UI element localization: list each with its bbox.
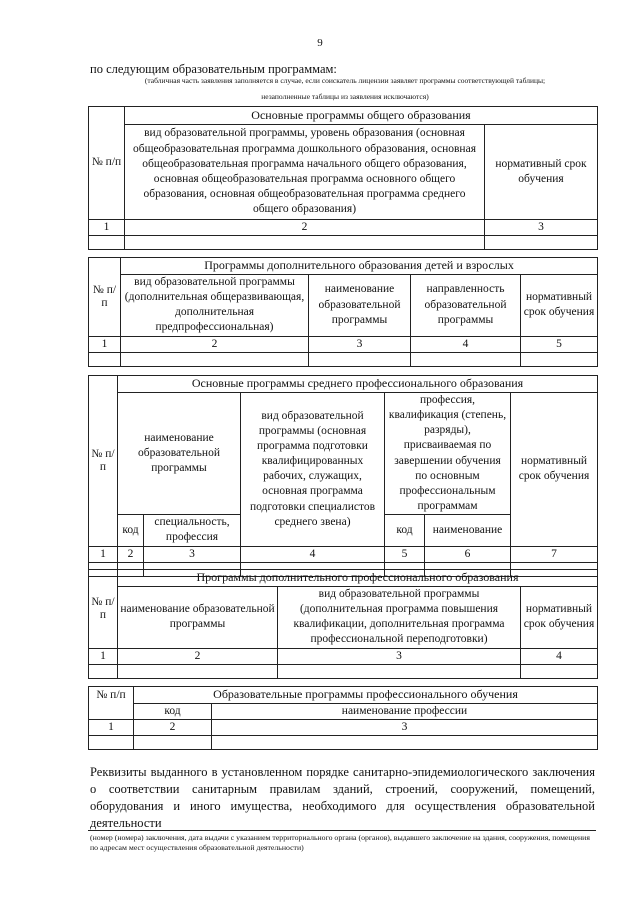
requisites-note: (номер (номера) заключения, дата выдачи с указанием территориального органа (органов), выдавшего заключение на здания, сооружения, помещения по адресам мест осуществления образовательной деятельности) xyxy=(90,833,590,853)
index-cell: 3 xyxy=(212,720,598,736)
secondary-professional-table xyxy=(88,375,598,577)
col-qual-code-header: код xyxy=(385,515,425,546)
empty-cell[interactable] xyxy=(134,736,212,750)
empty-cell[interactable] xyxy=(278,664,521,678)
empty-cell[interactable] xyxy=(121,352,309,366)
index-cell: 7 xyxy=(511,546,598,562)
index-cell: 3 xyxy=(144,546,241,562)
empty-cell[interactable] xyxy=(309,352,411,366)
requisites-fill-line[interactable] xyxy=(88,830,596,831)
table-title: Программы дополнительного образования детей и взрослых xyxy=(121,258,598,275)
col-num-header: № п/п xyxy=(89,376,118,547)
col-name-header: наименование образовательной программы xyxy=(118,392,241,514)
empty-cell[interactable] xyxy=(212,736,598,750)
intro-note-line2: незаполненные таблицы из заявления исключаются) xyxy=(261,92,429,101)
col-direction-header: направленность образовательной программы xyxy=(411,274,521,336)
index-cell: 5 xyxy=(385,546,425,562)
page-number: 9 xyxy=(317,37,323,49)
index-cell: 4 xyxy=(241,546,385,562)
col-qualification-header: профессия, квалификация (степень, разряды), присваиваемая по завершении обучения по основным профессиональным программам xyxy=(385,392,511,514)
col-term-header: нормативный срок обучения xyxy=(485,125,598,220)
index-cell: 1 xyxy=(89,336,121,352)
empty-cell[interactable] xyxy=(125,236,485,250)
col-num-subheader xyxy=(89,703,134,719)
index-cell: 4 xyxy=(411,336,521,352)
additional-professional-table xyxy=(88,569,598,679)
col-code-header: код xyxy=(118,515,144,546)
empty-cell[interactable] xyxy=(89,664,118,678)
index-cell: 1 xyxy=(89,648,118,664)
col-num-header: № п/п xyxy=(89,258,121,337)
col-program-header: вид образовательной программы, уровень образования (основная общеобразовательная программа дошкольного образования, основная общеобразовательная программа начального общего образования, основная общеобразовательная программа основного общего образования, основная общеобразовательная программа среднего общего образования) xyxy=(125,125,485,220)
col-num-header: № п/п xyxy=(89,570,118,649)
index-cell: 6 xyxy=(425,546,511,562)
index-cell: 2 xyxy=(118,546,144,562)
empty-cell[interactable] xyxy=(89,236,125,250)
additional-education-table xyxy=(88,257,598,367)
col-kind-header: вид образовательной программы (дополнительная программа повышения квалификации, дополнительная программа профессиональной переподготовки) xyxy=(278,586,521,648)
index-cell: 1 xyxy=(89,720,134,736)
table-title: Программы дополнительного профессионального образования xyxy=(118,570,598,587)
empty-cell[interactable] xyxy=(411,352,521,366)
index-cell: 5 xyxy=(521,336,598,352)
table-title: Образовательные программы профессионального обучения xyxy=(134,687,598,704)
empty-cell[interactable] xyxy=(485,236,598,250)
col-term-header: нормативный срок обучения xyxy=(511,392,598,546)
empty-cell[interactable] xyxy=(89,736,134,750)
col-name-header: наименование образовательной программы xyxy=(118,586,278,648)
index-cell: 3 xyxy=(278,648,521,664)
col-kind-header: вид образовательной программы (дополнительная общеразвивающая, дополнительная предпрофессиональная) xyxy=(121,274,309,336)
col-name-header: наименование образовательной программы xyxy=(309,274,411,336)
index-cell: 1 xyxy=(89,220,125,236)
col-term-header: нормативный срок обучения xyxy=(521,586,598,648)
intro-text: по следующим образовательным программам: xyxy=(90,62,337,76)
col-code-header: код xyxy=(134,703,212,719)
num-sign: № п/п xyxy=(96,688,126,701)
col-kind-header: вид образовательной программы (основная программа подготовки квалифицированных рабочих, служащих, основная программа подготовки специалистов среднего звена) xyxy=(241,392,385,546)
index-cell: 4 xyxy=(521,648,598,664)
index-cell: 2 xyxy=(118,648,278,664)
index-cell: 2 xyxy=(125,220,485,236)
col-term-header: нормативный срок обучения xyxy=(521,274,598,336)
empty-cell[interactable] xyxy=(521,664,598,678)
empty-cell[interactable] xyxy=(521,352,598,366)
intro-note-line1: (табличная часть заявления заполняется в случае, если соискатель лицензии заявляет программы соответствующей таблицы; xyxy=(144,76,546,85)
index-cell: 3 xyxy=(309,336,411,352)
table-title: Основные программы общего образования xyxy=(125,107,598,125)
col-num-header: № п/п xyxy=(89,107,125,220)
index-cell: 2 xyxy=(121,336,309,352)
col-specialty-header: специальность, профессия xyxy=(144,515,241,546)
index-cell: 3 xyxy=(485,220,598,236)
index-cell: 1 xyxy=(89,546,118,562)
table-title: Основные программы среднего профессионального образования xyxy=(118,376,598,393)
col-qual-name-header: наименование xyxy=(425,515,511,546)
general-education-table xyxy=(88,106,598,250)
col-profession-header: наименование профессии xyxy=(212,703,598,719)
index-cell: 2 xyxy=(134,720,212,736)
empty-cell[interactable] xyxy=(89,352,121,366)
col-num-header xyxy=(89,687,134,704)
empty-cell[interactable] xyxy=(118,664,278,678)
requisites-text: Реквизиты выданного в установленном порядке санитарно-эпидемиологического заключения о соответствии санитарным правилам зданий, строений, сооружений, помещений, оборудования и иного имущества, необходимого для осуществления образовательной деятельности xyxy=(90,765,595,830)
professional-training-table xyxy=(88,686,598,750)
